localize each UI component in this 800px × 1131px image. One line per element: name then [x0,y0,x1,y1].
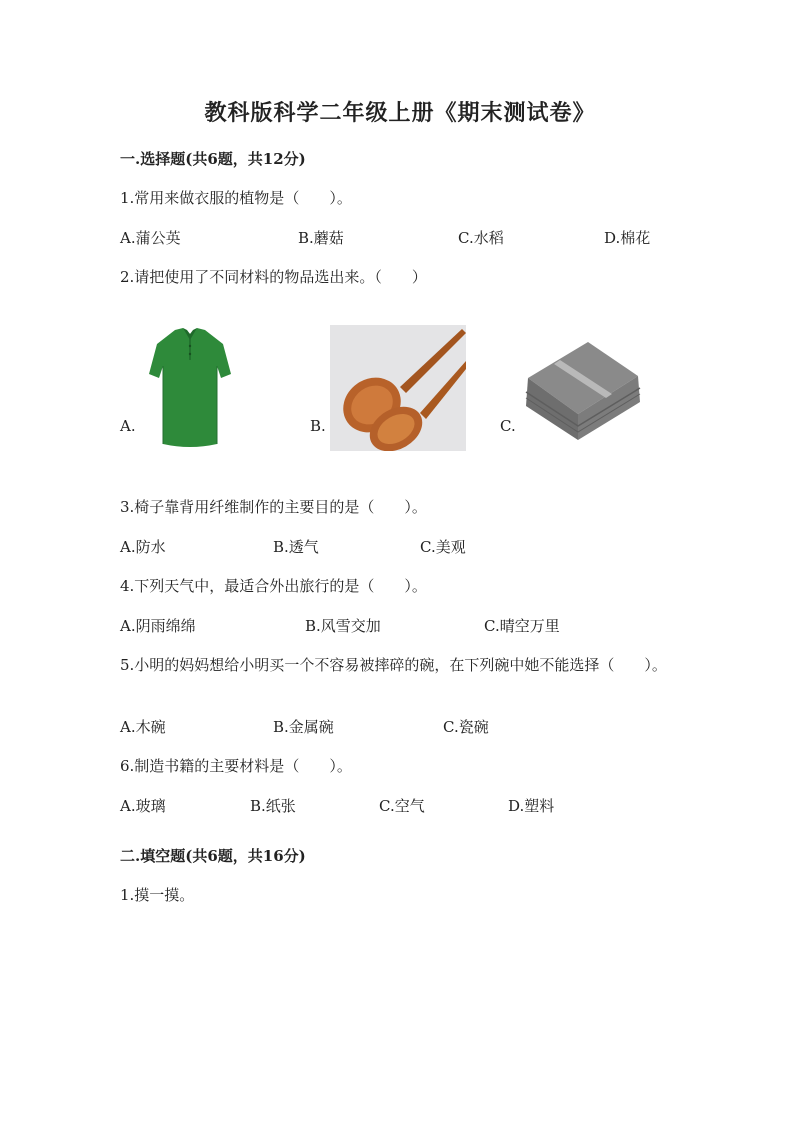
q5-option-a[interactable]: A.木碗 [120,718,166,736]
q6-option-b[interactable]: B.纸张 [250,797,296,815]
q1-option-a[interactable]: A.蒲公英 [120,229,181,247]
q2-option-b[interactable]: B. [310,417,326,435]
q5-option-c[interactable]: C.瓷碗 [443,718,489,736]
green-polo-shirt-icon [145,326,235,450]
q4-option-a[interactable]: A.阴雨绵绵 [120,617,196,635]
q6-option-c[interactable]: C.空气 [379,797,425,815]
q3-option-a[interactable]: A.防水 [120,538,166,556]
question-5: 5.小明的妈妈想给小明买一个不容易被摔碎的碗，在下列碗中她不能选择（ ）。 [120,656,667,674]
gray-folded-towel-icon [520,336,644,446]
q2-option-a[interactable]: A. [120,417,136,435]
q6-option-a[interactable]: A.玻璃 [120,797,166,815]
question-6: 6.制造书籍的主要材料是（ ）。 [120,757,352,775]
q2-option-c[interactable]: C. [500,417,516,435]
section-heading-choice: 一.选择题(共6题，共12分) [120,150,306,168]
q3-option-b[interactable]: B.透气 [273,538,319,556]
q1-option-d[interactable]: D.棉花 [604,229,651,247]
question-3: 3.椅子靠背用纤维制作的主要目的是（ ）。 [120,498,427,516]
section-heading-fill: 二.填空题(共6题，共16分) [120,847,306,865]
q1-option-c[interactable]: C.水稻 [458,229,504,247]
q4-option-c[interactable]: C.晴空万里 [484,617,560,635]
q5-option-b[interactable]: B.金属碗 [273,718,334,736]
wooden-spoons-icon [330,325,466,451]
q6-option-d[interactable]: D.塑料 [508,797,555,815]
fill-question-1: 1.摸一摸。 [120,886,195,904]
page-title: 教科版科学二年级上册《期末测试卷》 [204,100,596,126]
q4-option-b[interactable]: B.风雪交加 [305,617,381,635]
q3-option-c[interactable]: C.美观 [420,538,466,556]
question-4: 4.下列天气中，最适合外出旅行的是（ ）。 [120,577,427,595]
question-1: 1.常用来做衣服的植物是（ ）。 [120,189,352,207]
question-2: 2.请把使用了不同材料的物品选出来。（ ） [120,268,427,286]
q1-option-b[interactable]: B.蘑菇 [298,229,344,247]
